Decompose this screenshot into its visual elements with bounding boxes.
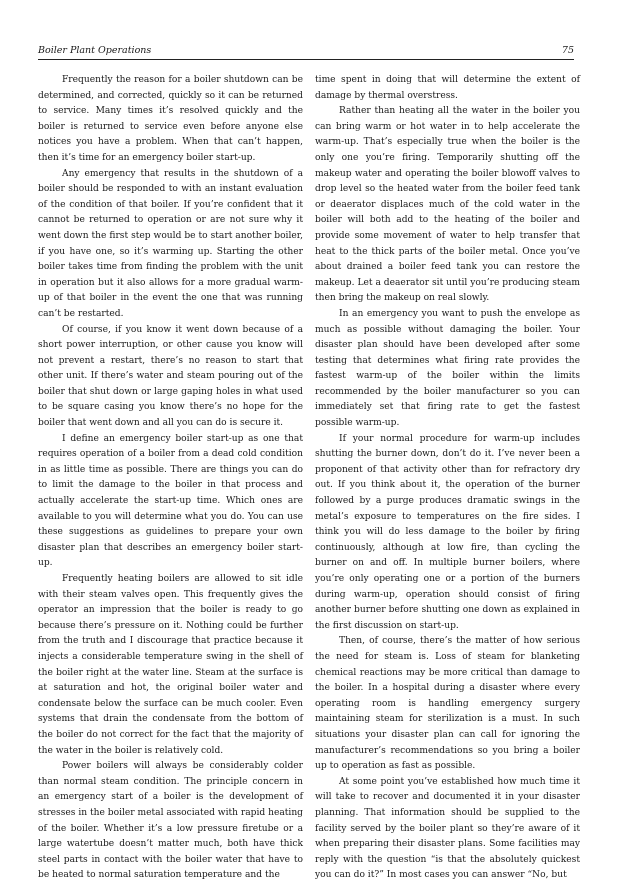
running-header	[38, 45, 574, 60]
body-paragraph: Power boilers will always be considerably colder than normal steam condition. The principle concern in an emergency start of a boiler is the development of stresses in the boiler metal associated with rapid heating of the boiler. Whether it’s a low pressure firetube or a large watertube doesn’t matter much, both have thick steel parts in contact with the boiler water that have to be heated to normal saturation temperature and the	[38, 761, 303, 881]
body-paragraph: At some point you’ve established how much time it will take to recover and documented it in your disaster planning. That information should be supplied to the facility served by the boiler plant so they’re aware of it when preparing their disaster plans. Some facilities may reply with the question “is that the absolutely quickest you can do it?” In most cases you can answer “No, but	[315, 776, 580, 881]
body-paragraph: Frequently heating boilers are allowed to sit idle with their steam valves open. This frequently gives the operator an impression that the boiler is ready to go because there’s pressure on it. Nothing could be further from the truth and I discourage that practice because it injects a considerable temperature swing in the shell of the boiler right at the water line. Steam at the surface is at saturation and hot, the original boiler water and condensate below the surface can be much cooler. Even systems that drain the condensate from the bottom of the boiler do not correct for the fact that the majority of the water in the boiler is relatively cold.	[38, 574, 303, 756]
page-number: 75	[561, 45, 574, 56]
running-title: Boiler Plant Operations	[38, 45, 152, 56]
body-paragraph: Of course, if you know it went down because of a short power interruption, or other cause you know will not prevent a restart, there’s no reason to start that other unit. If there’s water and steam pouring out of the boiler that shut down or large gaping holes in what used to be square casing you know there’s no hope for the boiler that went down and all you can do is secure it.	[38, 324, 303, 429]
body-paragraph: Frequently the reason for a boiler shutdown can be determined, and corrected, quickly so it can be returned to service. Many times it’s resolved quickly and the boiler is returned to service even before anyone else notices you have a problem. When that can’t happen, then it’s time for an emergency boiler start-up.	[38, 75, 303, 163]
body-paragraph: If your normal procedure for warm-up includes shutting the burner down, don’t do it. I’ve never been a proponent of that activity other than for refractory dry out. If you think about it, the operation of the burner followed by a purge produces dramatic swings in the metal’s exposure to temperatures on the fire sides. I think you will do less damage to the boiler by firing continuously, although at low fire, than cycling the burner on and off. In multiple burner boilers, where you’re only operating one or a portion of the burners during warm-up, operation should consist of firing another burner before shutting one down as explained in the first discussion on start-up.	[315, 433, 580, 631]
body-paragraph: In an emergency you want to push the envelope as much as possible without damaging the boiler. Your disaster plan should have been developed after some testing that determines what firing rate provides the fastest warm-up of the boiler within the limits recommended by the boiler manufacturer so you can immediately set that firing rate to get the fastest possible warm-up.	[315, 308, 580, 429]
body-paragraph: I define an emergency boiler start-up as one that requires operation of a boiler from a dead cold condition in as little time as possible. There are things you can do to limit the damage to the boiler in that process and actually accelerate the start-up time. Which ones are available to you will determine what you do. You can use these suggestions as guidelines to prepare your own disaster plan that describes an emergency boiler start-up.	[38, 433, 303, 569]
continued-paragraph: time spent in doing that will determine the extent of damage by thermal overstress.	[315, 75, 580, 101]
body-paragraph: Then, of course, there’s the matter of how serious the need for steam is. Loss of steam for blanketing chemical reactions may be more critical than damage to the boiler. In a hospital during a disaster where every operating room is handling emergency surgery maintaining steam for sterilization is a must. In such situations your disaster plan can call for ignoring the manufacturer’s recommendations so you bring a boiler up to operation as fast as possible.	[315, 636, 580, 772]
right-column	[315, 73, 580, 884]
body-paragraph: Any emergency that results in the shutdown of a boiler should be responded to with an instant evaluation of the condition of that boiler. If you’re confident that it cannot be returned to operation or are not sure why it went down the first step would be to start another boiler, if you have one, so it’s warming up. Starting the other boiler takes time from finding the problem with the unit in operation but it also allows for a more gradual warm-up of that boiler in the event the one that was running can’t be restarted.	[38, 168, 303, 319]
body-paragraph: Rather than heating all the water in the boiler you can bring warm or hot water in to help accelerate the warm-up. That’s especially true when the boiler is the only one you’re firing. Temporarily shutting off the makeup water and operating the boiler blowoff valves to drop level so the heated water from the boiler feed tank or deaerator displaces much of the cold water in the boiler will both add to the heating of the boiler and provide some movement of water to help transfer that heat to the thick parts of the boiler metal. Once you’ve about drained a boiler feed tank you can restore the makeup. Let a deaerator sit until you’re producing steam then bring the makeup on real slowly.	[315, 106, 580, 304]
left-column	[38, 73, 303, 884]
